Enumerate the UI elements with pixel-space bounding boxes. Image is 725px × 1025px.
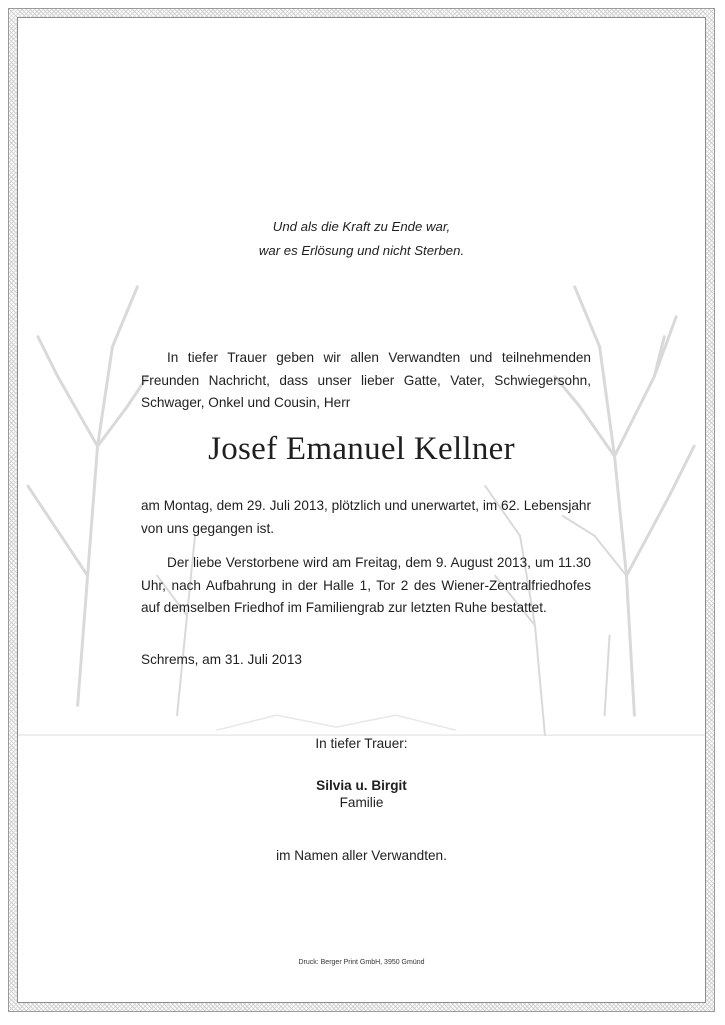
- relatives-line: im Namen aller Verwandten.: [276, 848, 447, 863]
- mourner-family: Familie: [339, 795, 384, 810]
- notice-content: [18, 18, 705, 1002]
- deceased-name: Josef Emanuel Kellner: [208, 431, 515, 467]
- printer-credit: Druck: Berger Print GmbH, 3950 Gmünd: [298, 959, 425, 966]
- funeral-notice-paragraph: Der liebe Verstorbene wird am Freitag, dem 9. August 2013, um 11.30 Uhr, nach Aufbahrung in der Halle 1, Tor 2 des Wiener-Zentralfriedhofes auf demselben Friedhof im Familiengrab zur letzten Ruhe bestattet.: [141, 555, 591, 615]
- mourning-heading: In tiefer Trauer:: [315, 736, 408, 751]
- decorative-border: [8, 8, 715, 1012]
- place-date: Schrems, am 31. Juli 2013: [141, 652, 302, 667]
- motto-line-1: Und als die Kraft zu Ende war,: [272, 219, 451, 234]
- mourner-names: Silvia u. Birgit: [316, 778, 407, 793]
- motto-line-2: war es Erlösung und nicht Sterben.: [258, 243, 465, 258]
- motto-quote: [18, 215, 705, 263]
- notice-card: [17, 17, 706, 1003]
- intro-paragraph: In tiefer Trauer geben wir allen Verwandten und teilnehmenden Freunden Nachricht, dass unser lieber Gatte, Vater, Schwiegersohn, Schwager, Onkel und Cousin, Herr: [141, 350, 591, 410]
- death-notice-paragraph: am Montag, dem 29. Juli 2013, plötzlich und unerwartet, im 62. Lebensjahr von uns gegangen ist.: [141, 498, 591, 536]
